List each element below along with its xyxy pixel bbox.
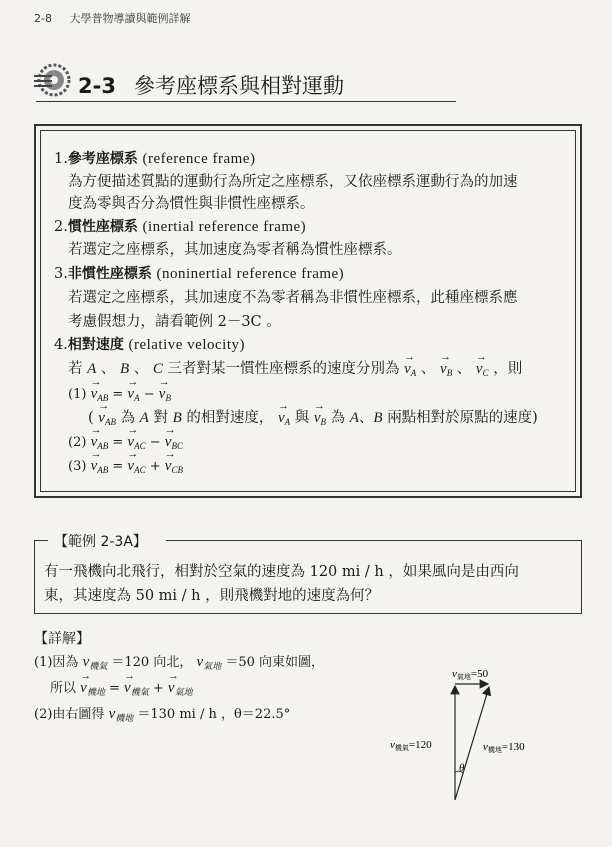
text-velocities: 三者對某一慣性座標系的速度分別為 — [167, 361, 400, 377]
solution-title: 【詳解】 — [34, 631, 90, 647]
formula-2-label: (2) — [68, 435, 87, 450]
item2-term: 慣性座標系 — [67, 219, 138, 235]
item1-desc-line2: 度為零與否分為慣性與非慣性座標系。 — [68, 196, 315, 212]
vector-vab: → $v_{AB}$ — [91, 385, 109, 407]
label-theta: θ — [459, 762, 465, 774]
point-b: B — [120, 361, 130, 377]
item3-number: 3. — [54, 266, 68, 282]
vector-vab: → $v_{AB}$ — [98, 409, 116, 431]
item4-term: 相對速度 — [67, 337, 124, 353]
section-underline — [36, 101, 456, 102]
formula-3-label: (3) — [68, 459, 87, 474]
solution-line1: (1)因為 $v_{機氣} =120$ 向北， $v_{氣地} =50$ 向東如圖， — [34, 654, 324, 672]
page-number: 2-8 — [34, 12, 52, 25]
label-plane-air: v機氣=120 — [390, 739, 432, 752]
separator: 、 — [420, 361, 436, 377]
vector-vb: → $v_B$ — [159, 385, 171, 407]
formula-1-label: (1) — [68, 387, 87, 402]
separator: 、 — [100, 361, 116, 377]
label-air-ground: v氣地=50 — [452, 668, 489, 681]
vector-va: → $v_A$ — [127, 385, 139, 407]
item4-english: (relative velocity) — [128, 337, 245, 353]
item2-english: (inertial reference frame) — [142, 219, 307, 235]
item4-heading — [54, 336, 245, 354]
label-plane-ground: v機地=130 — [483, 741, 525, 754]
solution-line2: 所以 → $v_{機地}$ = → $v_{機氣}$ + → $v_{氣地}$ — [50, 679, 193, 701]
example-question-line1: 有一飛機向北飛行，相對於空氣的速度為 120 mi / h ，如果風向是由西向 — [44, 564, 519, 580]
item4-number: 4. — [54, 337, 68, 353]
item2-desc-line1: 若選定之座標系，其加速度為零者稱為慣性座標系。 — [68, 242, 402, 258]
gear-icon — [34, 61, 72, 99]
item3-term: 非慣性座標系 — [67, 266, 152, 282]
formula-2: $(2) \to v_{AB}$ = → $v_{AC}$ − → $v_{BC}$ — [68, 433, 183, 455]
item2-heading — [54, 218, 306, 236]
separator: 、 — [133, 361, 149, 377]
item3-english: (noninertial reference frame) — [156, 266, 345, 282]
item1-term: 參考座標系 — [67, 151, 138, 167]
formula-1: $(1) \to v_{AB}$ = → $v_A$ − → $v_B$ — [68, 385, 171, 407]
vector-triangle-diagram — [380, 660, 580, 810]
item3-desc-line2: 考慮假想力，請看範例 2－3C 。 — [68, 314, 281, 330]
item3-desc-line1: 若選定之座標系，其加速度不為零者稱為非慣性座標系，此種座標系應 — [68, 290, 518, 306]
point-a: A — [87, 361, 97, 377]
running-header — [34, 10, 190, 26]
example-box-top-rule — [166, 540, 582, 541]
separator: 、 — [456, 361, 472, 377]
example-box-top-rule — [34, 540, 48, 541]
item1-desc-line1: 為方便描述質點的運動行為所定之座標系，又依座標系運動行為的加速 — [68, 174, 518, 190]
vector-va: → $v_A$ — [278, 409, 290, 431]
text-if: 若 — [68, 361, 83, 377]
item1-english: (reference frame) — [142, 151, 256, 167]
section-heading — [78, 70, 344, 100]
vector-va: → $v_A$ — [404, 360, 416, 382]
vector-vb: → $v_B$ — [314, 409, 326, 431]
text-then: ，則 — [493, 361, 523, 377]
book-title: 大學普物導讀與範例詳解 — [69, 12, 191, 25]
formula-1-note: ( → $v_{AB}$ 為 A 對 B 的相對速度， → $v_A$ 與 → $v_B$ 為 A、B 兩點相對於原點的速度) — [88, 409, 538, 431]
example-question-line2: 東，其速度為 50 mi / h ，則飛機對地的速度為何？ — [44, 588, 380, 604]
vector-vb: → $v_B$ — [440, 360, 452, 382]
point-c: C — [152, 361, 163, 377]
example-title: 【範例 2-3A】 — [50, 531, 151, 551]
formula-3: $(3) \to v_{AB}$ = → $v_{AC}$ + → $v_{CB}$ — [68, 457, 183, 479]
item1-number: 1. — [54, 151, 68, 167]
solution-line3: (2)由右圖得 $v_{機地} =130$ mi / h ，θ＝22.5° — [34, 706, 291, 724]
section-number: 2-3 — [78, 74, 116, 98]
vector-vc: → $v_C$ — [476, 360, 489, 382]
item2-number: 2. — [54, 219, 68, 235]
section-title: 參考座標系與相對運動 — [133, 74, 344, 98]
item3-heading — [54, 265, 344, 283]
item1-heading — [54, 150, 255, 168]
